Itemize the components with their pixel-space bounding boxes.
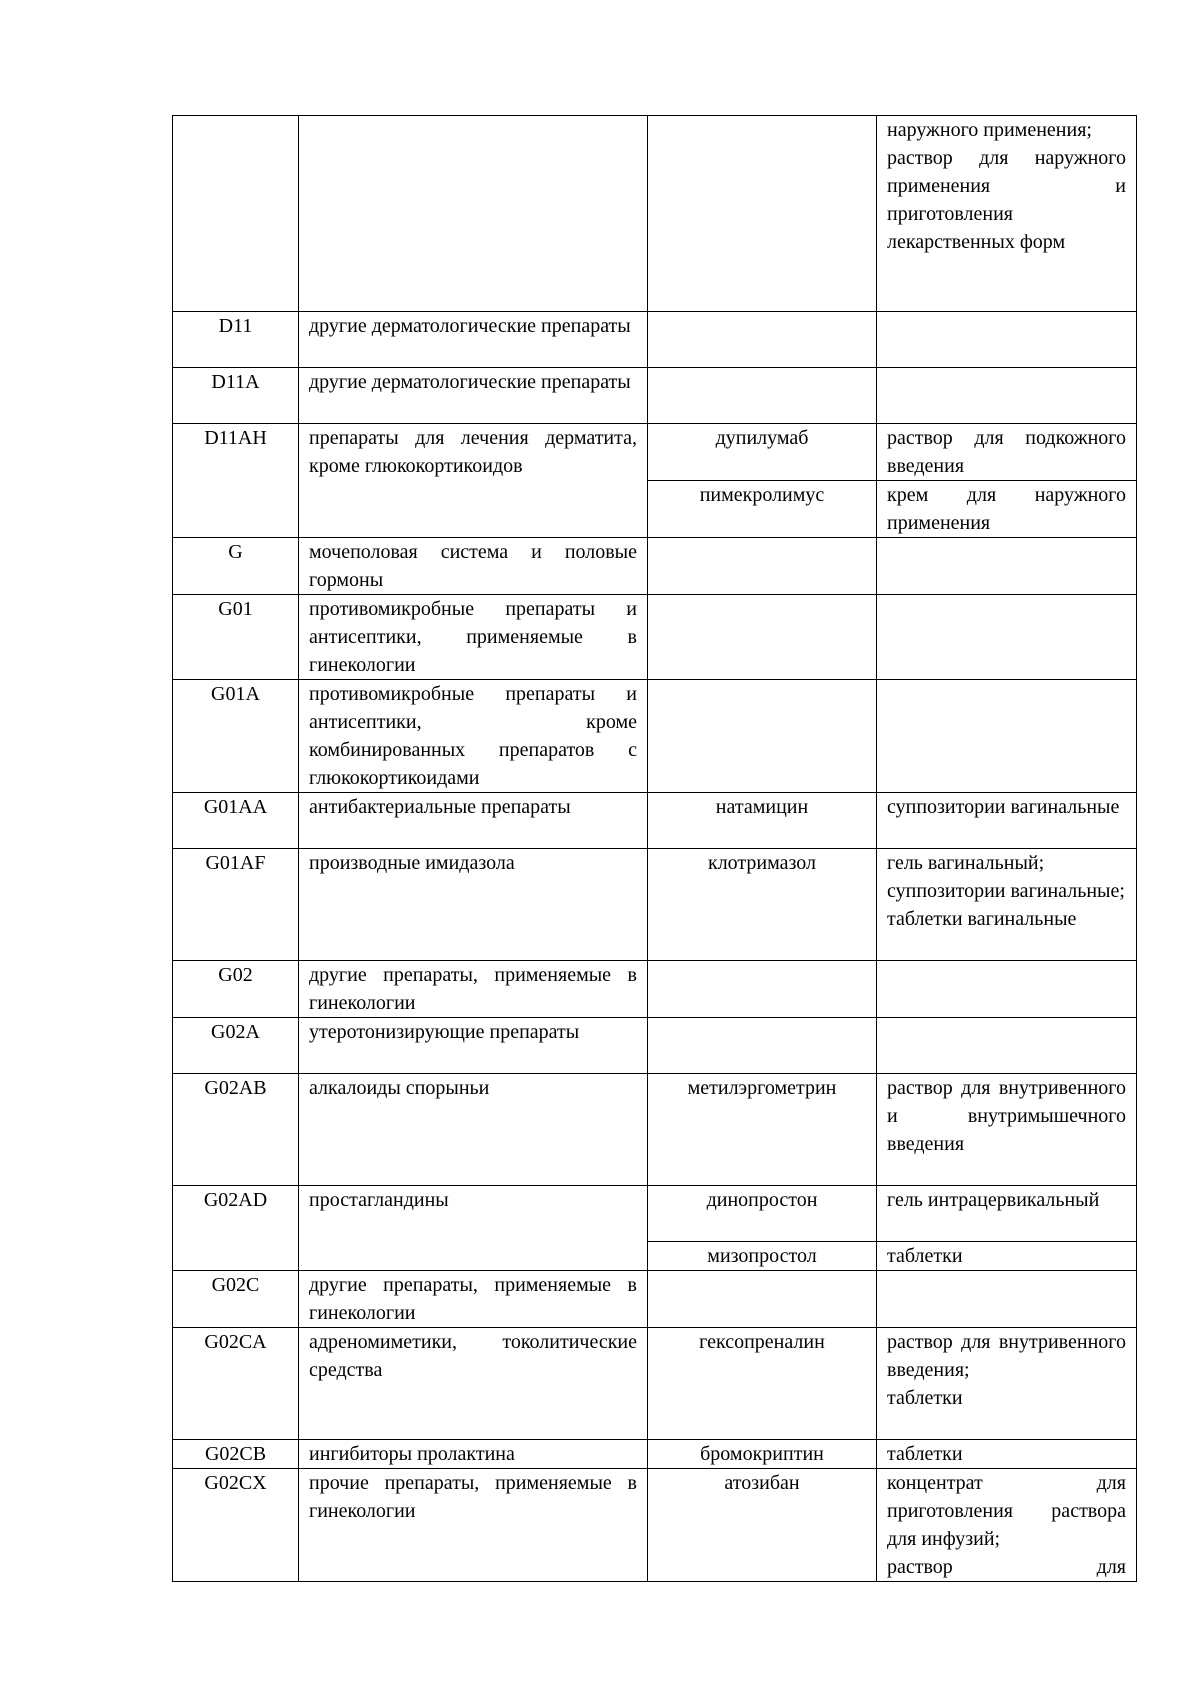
table-row — [173, 368, 1137, 424]
dosage-form-cell — [877, 849, 1137, 961]
group-name-cell: другие дерматологические препараты — [299, 368, 648, 424]
drug-name-cell — [648, 595, 877, 680]
table-row — [173, 116, 1137, 312]
dosage-form-line: суппозитории вагинальные; — [887, 880, 1125, 902]
table-row — [173, 1469, 1137, 1582]
group-name-cell: алкалоиды спорыньи — [299, 1074, 648, 1186]
drug-name-cell: клотримазол — [648, 849, 877, 961]
drug-name-cell: дупилумаб — [648, 424, 877, 481]
dosage-form-line: крем для наружного применения — [887, 484, 1126, 534]
drug-name-cell: пимекролимус — [648, 481, 877, 538]
dosage-form-line: суппозитории вагинальные — [887, 796, 1120, 818]
atc-code-cell: G — [173, 538, 299, 595]
dosage-form-line: таблетки — [887, 1387, 963, 1409]
dosage-form-line: раствор для внутривенного и внутримышечного введения — [887, 1077, 1126, 1155]
table-row — [173, 1271, 1137, 1328]
table-row — [173, 1074, 1137, 1186]
atc-code-cell: G01AA — [173, 793, 299, 849]
atc-code-cell: D11A — [173, 368, 299, 424]
atc-code-cell: G02CX — [173, 1469, 299, 1582]
drug-name-cell — [648, 116, 877, 312]
dosage-form-line: гель вагинальный; — [887, 852, 1045, 874]
dosage-form-cell — [877, 116, 1137, 312]
drug-name-cell: бромокриптин — [648, 1440, 877, 1469]
drug-name-cell — [648, 961, 877, 1018]
dosage-form-cell — [877, 424, 1137, 481]
atc-code-cell: G01A — [173, 680, 299, 793]
group-name-cell: противомикробные препараты и антисептики, кроме комбинированных препаратов с глюкокортикоидами — [299, 680, 648, 793]
table-row — [173, 1186, 1137, 1242]
table-row — [173, 793, 1137, 849]
table-row — [173, 312, 1137, 368]
atc-code-cell: D11AH — [173, 424, 299, 538]
drug-name-cell — [648, 312, 877, 368]
dosage-form-cell — [877, 793, 1137, 849]
atc-code-cell: G02AD — [173, 1186, 299, 1271]
group-name-cell: производные имидазола — [299, 849, 648, 961]
drug-name-cell: динопростон — [648, 1186, 877, 1242]
table-row — [173, 424, 1137, 481]
drug-name-cell: атозибан — [648, 1469, 877, 1582]
dosage-form-cell — [877, 312, 1137, 368]
dosage-form-cell — [877, 595, 1137, 680]
table-row — [173, 1328, 1137, 1440]
group-name-cell: противомикробные препараты и антисептики, применяемые в гинекологии — [299, 595, 648, 680]
atc-code-cell: G02 — [173, 961, 299, 1018]
group-name-cell: мочеполовая система и половые гормоны — [299, 538, 648, 595]
table-row — [173, 538, 1137, 595]
atc-code-cell: G02C — [173, 1271, 299, 1328]
dosage-form-line: раствор для наружного применения и приготовления лекарственных форм — [887, 147, 1126, 253]
dosage-form-cell — [877, 1018, 1137, 1074]
dosage-form-line: раствор для — [887, 1556, 1126, 1578]
group-name-cell: адреномиметики, токолитические средства — [299, 1328, 648, 1440]
dosage-form-line: раствор для подкожного введения — [887, 427, 1126, 477]
drug-name-cell — [648, 680, 877, 793]
group-name-cell: другие препараты, применяемые в гинекологии — [299, 961, 648, 1018]
atc-code-cell: G02AB — [173, 1074, 299, 1186]
atc-code-cell: G01AF — [173, 849, 299, 961]
atc-code-cell: D11 — [173, 312, 299, 368]
dosage-form-line: таблетки — [887, 1245, 963, 1267]
group-name-cell: утеротонизирующие препараты — [299, 1018, 648, 1074]
table-row — [173, 849, 1137, 961]
group-name-cell — [299, 116, 648, 312]
dosage-form-cell — [877, 368, 1137, 424]
dosage-form-cell — [877, 1186, 1137, 1242]
table-row — [173, 1440, 1137, 1469]
dosage-form-cell — [877, 1469, 1137, 1582]
table-row — [173, 961, 1137, 1018]
dosage-form-cell — [877, 1328, 1137, 1440]
dosage-form-cell — [877, 1242, 1137, 1271]
atc-code-cell: G02A — [173, 1018, 299, 1074]
dosage-form-line: раствор для внутривенного введения; — [887, 1331, 1126, 1381]
dosage-form-line: наружного применения; — [887, 119, 1092, 141]
dosage-form-cell — [877, 1440, 1137, 1469]
drug-name-cell — [648, 538, 877, 595]
atc-code-cell: G02CA — [173, 1328, 299, 1440]
atc-code-cell: G01 — [173, 595, 299, 680]
dosage-form-cell — [877, 538, 1137, 595]
table-row — [173, 595, 1137, 680]
dosage-form-cell — [877, 481, 1137, 538]
drug-name-cell: метилэргометрин — [648, 1074, 877, 1186]
dosage-form-cell — [877, 1271, 1137, 1328]
group-name-cell: антибактериальные препараты — [299, 793, 648, 849]
group-name-cell: ингибиторы пролактина — [299, 1440, 648, 1469]
drug-name-cell: натамицин — [648, 793, 877, 849]
group-name-cell: препараты для лечения дерматита, кроме глюкокортикоидов — [299, 424, 648, 538]
group-name-cell: другие препараты, применяемые в гинекологии — [299, 1271, 648, 1328]
drug-classification-table — [172, 115, 1137, 1582]
dosage-form-cell — [877, 1074, 1137, 1186]
dosage-form-line: гель интрацервикальный — [887, 1189, 1100, 1211]
drug-name-cell — [648, 1271, 877, 1328]
table-row — [173, 1018, 1137, 1074]
drug-name-cell — [648, 368, 877, 424]
drug-name-cell: гексопреналин — [648, 1328, 877, 1440]
drug-name-cell — [648, 1018, 877, 1074]
group-name-cell: прочие препараты, применяемые в гинекологии — [299, 1469, 648, 1582]
group-name-cell: другие дерматологические препараты — [299, 312, 648, 368]
dosage-form-line: таблетки вагинальные — [887, 908, 1077, 930]
table-row — [173, 680, 1137, 793]
atc-code-cell: G02CB — [173, 1440, 299, 1469]
dosage-form-line: таблетки — [887, 1443, 963, 1465]
atc-code-cell — [173, 116, 299, 312]
dosage-form-line: концентрат для приготовления раствора для инфузий; — [887, 1472, 1126, 1550]
drug-name-cell: мизопростол — [648, 1242, 877, 1271]
dosage-form-cell — [877, 680, 1137, 793]
group-name-cell: простагландины — [299, 1186, 648, 1271]
dosage-form-cell — [877, 961, 1137, 1018]
